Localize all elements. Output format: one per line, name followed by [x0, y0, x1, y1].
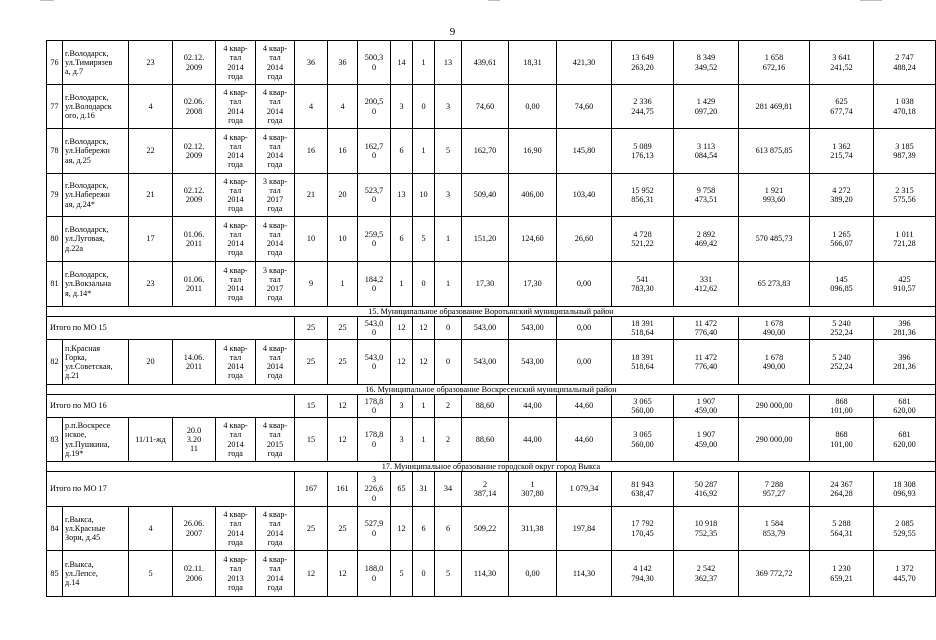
- value-cell-c18: 369 772,72: [739, 551, 810, 597]
- total-value-c16: 18 391 518,64: [612, 317, 674, 340]
- value-cell-c18: 613 875,85: [739, 129, 810, 174]
- value-cell-c18: 281 469,81: [739, 85, 810, 129]
- total-value-c12: 0: [435, 317, 462, 340]
- total-value-c16: 3 065 560,00: [612, 395, 674, 418]
- value-cell-c13: 439,61: [462, 41, 509, 85]
- doc-number-cell: 20: [129, 340, 173, 385]
- table-row: [47, 262, 936, 307]
- total-value-c12: 34: [435, 472, 462, 507]
- row-number: 82: [47, 340, 63, 385]
- total-value-c9: 543,0 0: [358, 317, 391, 340]
- doc-number-cell: 17: [129, 217, 173, 262]
- value-cell-c17: 1 907 459,00: [674, 418, 739, 462]
- total-row: [47, 317, 936, 340]
- value-cell-c7: 12: [295, 551, 328, 597]
- total-value-c15: 44,60: [557, 395, 612, 418]
- value-cell-c12: 5: [435, 129, 462, 174]
- value-cell-c18: 1 584 853,79: [739, 507, 810, 551]
- total-value-c10: 3: [391, 395, 413, 418]
- value-cell-c15: 145,80: [557, 129, 612, 174]
- row-number: 78: [47, 129, 63, 174]
- value-cell-c17: 331 412,62: [674, 262, 739, 307]
- total-value-c17: 1 907 459,00: [674, 395, 739, 418]
- section-heading-row: [47, 307, 936, 317]
- value-cell-c12: 1: [435, 262, 462, 307]
- page-number: 9: [449, 26, 456, 38]
- value-cell-c9: 178,8 0: [358, 418, 391, 462]
- total-value-c7: 167: [295, 472, 328, 507]
- value-cell-c20: 1 038 470,18: [874, 85, 936, 129]
- table-row: [47, 129, 936, 174]
- doc-number-cell: 4: [129, 507, 173, 551]
- value-cell-c8: 20: [328, 174, 358, 217]
- address-cell: г.Володарск, ул.Набережн ая, д.25: [63, 129, 129, 174]
- doc-number-cell: 4: [129, 85, 173, 129]
- section-heading-row: [47, 462, 936, 472]
- value-cell-c16: 17 792 170,45: [612, 507, 674, 551]
- value-cell-c11: 0: [413, 551, 435, 597]
- value-cell-c11: 1: [413, 418, 435, 462]
- value-cell-c14: 311,38: [509, 507, 557, 551]
- value-cell-c17: 8 349 349,52: [674, 41, 739, 85]
- value-cell-c19: 5 240 252,24: [810, 340, 874, 385]
- total-value-c19: 24 367 264,28: [810, 472, 874, 507]
- value-cell-c12: 3: [435, 85, 462, 129]
- plan-end-cell: 3 квар- тал 2017 года: [256, 174, 295, 217]
- value-cell-c20: 1 372 445,70: [874, 551, 936, 597]
- value-cell-c19: 1 265 566,07: [810, 217, 874, 262]
- value-cell-c15: 74,60: [557, 85, 612, 129]
- value-cell-c20: 2 085 529,55: [874, 507, 936, 551]
- value-cell-c14: 16,90: [509, 129, 557, 174]
- total-value-c14: 44,00: [509, 395, 557, 418]
- value-cell-c20: 1 011 721,28: [874, 217, 936, 262]
- value-cell-c10: 12: [391, 340, 413, 385]
- table-row: [47, 217, 936, 262]
- value-cell-c10: 6: [391, 129, 413, 174]
- total-value-c10: 65: [391, 472, 413, 507]
- total-label: Итого по МО 15: [47, 317, 295, 340]
- value-cell-c12: 0: [435, 340, 462, 385]
- value-cell-c13: 17,30: [462, 262, 509, 307]
- total-value-c17: 50 287 416,92: [674, 472, 739, 507]
- value-cell-c11: 6: [413, 507, 435, 551]
- address-cell: р.п.Воскресе нское, ул.Пушкина, д.19*: [63, 418, 129, 462]
- value-cell-c17: 2 892 469,42: [674, 217, 739, 262]
- row-number: 85: [47, 551, 63, 597]
- plan-start-cell: 4 квар- тал 2014 года: [216, 85, 256, 129]
- address-cell: г.Володарск, ул.Тимирязев а, д.7: [63, 41, 129, 85]
- total-value-c8: 25: [328, 317, 358, 340]
- value-cell-c8: 10: [328, 217, 358, 262]
- value-cell-c9: 200,5 0: [358, 85, 391, 129]
- total-value-c16: 81 943 638,47: [612, 472, 674, 507]
- total-value-c17: 11 472 776,40: [674, 317, 739, 340]
- address-cell: г.Выкса, ул.Красные Зори, д.45: [63, 507, 129, 551]
- total-value-c9: 178,8 0: [358, 395, 391, 418]
- value-cell-c13: 543,00: [462, 340, 509, 385]
- value-cell-c9: 162,7 0: [358, 129, 391, 174]
- value-cell-c9: 543,0 0: [358, 340, 391, 385]
- total-value-c20: 18 308 096,93: [874, 472, 936, 507]
- date-cell: 02.06. 2008: [173, 85, 216, 129]
- total-value-c19: 5 240 252,24: [810, 317, 874, 340]
- date-cell: 20.0 3.20 11: [173, 418, 216, 462]
- plan-start-cell: 4 квар- тал 2014 года: [216, 418, 256, 462]
- row-number: 80: [47, 217, 63, 262]
- value-cell-c16: 15 952 856,31: [612, 174, 674, 217]
- value-cell-c14: 0,00: [509, 85, 557, 129]
- value-cell-c10: 14: [391, 41, 413, 85]
- total-value-c18: 1 678 490,00: [739, 317, 810, 340]
- plan-end-cell: 4 квар- тал 2014 года: [256, 217, 295, 262]
- total-value-c11: 1: [413, 395, 435, 418]
- value-cell-c15: 26,60: [557, 217, 612, 262]
- date-cell: 02.12. 2009: [173, 41, 216, 85]
- value-cell-c10: 13: [391, 174, 413, 217]
- plan-start-cell: 4 квар- тал 2014 года: [216, 41, 256, 85]
- total-value-c20: 681 620,00: [874, 395, 936, 418]
- address-cell: г.Володарск, ул.Набережн ая, д.24*: [63, 174, 129, 217]
- value-cell-c17: 11 472 776,40: [674, 340, 739, 385]
- date-cell: 01.06. 2011: [173, 262, 216, 307]
- housing-register-table: [46, 40, 936, 597]
- address-cell: г.Володарск, ул.Вокзальна я, д.14*: [63, 262, 129, 307]
- row-number: 84: [47, 507, 63, 551]
- value-cell-c13: 509,22: [462, 507, 509, 551]
- value-cell-c18: 65 273,83: [739, 262, 810, 307]
- plan-end-cell: 4 квар- тал 2014 года: [256, 41, 295, 85]
- table-row: [47, 41, 936, 85]
- value-cell-c10: 3: [391, 85, 413, 129]
- total-label: Итого по МО 16: [47, 395, 295, 418]
- value-cell-c10: 5: [391, 551, 413, 597]
- value-cell-c7: 9: [295, 262, 328, 307]
- total-value-c12: 2: [435, 395, 462, 418]
- date-cell: 26.06. 2007: [173, 507, 216, 551]
- section-heading: 16. Муниципальное образование Воскресенский муниципальный район: [47, 385, 936, 395]
- value-cell-c12: 3: [435, 174, 462, 217]
- total-value-c13: 2 387,14: [462, 472, 509, 507]
- value-cell-c16: 4 728 521,22: [612, 217, 674, 262]
- value-cell-c8: 1: [328, 262, 358, 307]
- doc-number-cell: 22: [129, 129, 173, 174]
- plan-end-cell: 4 квар- тал 2014 года: [256, 507, 295, 551]
- plan-start-cell: 4 квар- тал 2014 года: [216, 262, 256, 307]
- value-cell-c7: 36: [295, 41, 328, 85]
- value-cell-c19: 625 677,74: [810, 85, 874, 129]
- value-cell-c14: 0,00: [509, 551, 557, 597]
- value-cell-c19: 4 272 389,20: [810, 174, 874, 217]
- value-cell-c17: 9 758 473,51: [674, 174, 739, 217]
- value-cell-c18: 290 000,00: [739, 418, 810, 462]
- value-cell-c18: 1 678 490,00: [739, 340, 810, 385]
- value-cell-c11: 1: [413, 41, 435, 85]
- total-value-c7: 25: [295, 317, 328, 340]
- value-cell-c13: 88,60: [462, 418, 509, 462]
- plan-start-cell: 4 квар- тал 2014 года: [216, 507, 256, 551]
- value-cell-c16: 13 649 263,20: [612, 41, 674, 85]
- value-cell-c16: 18 391 518,64: [612, 340, 674, 385]
- value-cell-c16: 541 783,30: [612, 262, 674, 307]
- plan-end-cell: 4 квар- тал 2014 года: [256, 340, 295, 385]
- plan-start-cell: 4 квар- тал 2014 года: [216, 340, 256, 385]
- value-cell-c14: 44,00: [509, 418, 557, 462]
- value-cell-c11: 1: [413, 129, 435, 174]
- value-cell-c11: 0: [413, 85, 435, 129]
- table-row: [47, 418, 936, 462]
- value-cell-c7: 25: [295, 340, 328, 385]
- value-cell-c15: 0,00: [557, 340, 612, 385]
- row-number: 81: [47, 262, 63, 307]
- table-body: [47, 41, 936, 597]
- table-row: [47, 174, 936, 217]
- doc-number-cell: 23: [129, 41, 173, 85]
- value-cell-c9: 527,9 0: [358, 507, 391, 551]
- row-number: 77: [47, 85, 63, 129]
- value-cell-c12: 13: [435, 41, 462, 85]
- scan-artifact: [488, 0, 500, 1]
- plan-end-cell: 4 квар- тал 2014 года: [256, 85, 295, 129]
- value-cell-c19: 145 096,85: [810, 262, 874, 307]
- date-cell: 02.12. 2009: [173, 174, 216, 217]
- total-value-c15: 1 079,34: [557, 472, 612, 507]
- total-value-c14: 543,00: [509, 317, 557, 340]
- row-number: 79: [47, 174, 63, 217]
- value-cell-c14: 17,30: [509, 262, 557, 307]
- value-cell-c20: 425 910,57: [874, 262, 936, 307]
- table-row: [47, 85, 936, 129]
- value-cell-c16: 5 089 176,13: [612, 129, 674, 174]
- doc-number-cell: 21: [129, 174, 173, 217]
- value-cell-c10: 3: [391, 418, 413, 462]
- total-value-c8: 12: [328, 395, 358, 418]
- value-cell-c17: 3 113 084,54: [674, 129, 739, 174]
- address-cell: г.Володарск, ул.Луговая, д.22а: [63, 217, 129, 262]
- value-cell-c9: 184,2 0: [358, 262, 391, 307]
- total-value-c11: 31: [413, 472, 435, 507]
- address-cell: г.Выкса, ул.Лепсе, д.14: [63, 551, 129, 597]
- value-cell-c17: 10 918 752,35: [674, 507, 739, 551]
- value-cell-c8: 25: [328, 340, 358, 385]
- value-cell-c8: 12: [328, 551, 358, 597]
- value-cell-c7: 21: [295, 174, 328, 217]
- value-cell-c18: 570 485,73: [739, 217, 810, 262]
- value-cell-c12: 1: [435, 217, 462, 262]
- value-cell-c16: 2 336 244,75: [612, 85, 674, 129]
- value-cell-c10: 1: [391, 262, 413, 307]
- value-cell-c20: 681 620,00: [874, 418, 936, 462]
- value-cell-c7: 10: [295, 217, 328, 262]
- value-cell-c14: 124,60: [509, 217, 557, 262]
- value-cell-c8: 25: [328, 507, 358, 551]
- date-cell: 01.06. 2011: [173, 217, 216, 262]
- doc-number-cell: 11/11-жд: [129, 418, 173, 462]
- value-cell-c9: 188,0 0: [358, 551, 391, 597]
- total-value-c14: 1 307,80: [509, 472, 557, 507]
- value-cell-c20: 2 315 575,56: [874, 174, 936, 217]
- table-row: [47, 340, 936, 385]
- value-cell-c15: 197,84: [557, 507, 612, 551]
- value-cell-c7: 4: [295, 85, 328, 129]
- total-row: [47, 472, 936, 507]
- total-value-c10: 12: [391, 317, 413, 340]
- total-value-c9: 3 226,6 0: [358, 472, 391, 507]
- value-cell-c19: 1 230 659,21: [810, 551, 874, 597]
- plan-start-cell: 4 квар- тал 2014 года: [216, 129, 256, 174]
- date-cell: 02.12. 2009: [173, 129, 216, 174]
- total-value-c18: 7 288 957,27: [739, 472, 810, 507]
- value-cell-c13: 162,70: [462, 129, 509, 174]
- value-cell-c11: 12: [413, 340, 435, 385]
- value-cell-c15: 0,00: [557, 262, 612, 307]
- total-value-c7: 15: [295, 395, 328, 418]
- value-cell-c19: 5 288 564,31: [810, 507, 874, 551]
- value-cell-c13: 509,40: [462, 174, 509, 217]
- total-value-c11: 12: [413, 317, 435, 340]
- plan-end-cell: 4 квар- тал 2014 года: [256, 129, 295, 174]
- scan-artifact: [860, 0, 882, 1]
- value-cell-c15: 421,30: [557, 41, 612, 85]
- total-value-c13: 88,60: [462, 395, 509, 418]
- value-cell-c8: 36: [328, 41, 358, 85]
- total-value-c13: 543,00: [462, 317, 509, 340]
- scan-artifact: [40, 0, 54, 1]
- value-cell-c18: 1 658 672,16: [739, 41, 810, 85]
- value-cell-c8: 12: [328, 418, 358, 462]
- plan-end-cell: 3 квар- тал 2017 года: [256, 262, 295, 307]
- date-cell: 14.06. 2011: [173, 340, 216, 385]
- value-cell-c15: 44,60: [557, 418, 612, 462]
- value-cell-c7: 16: [295, 129, 328, 174]
- total-value-c8: 161: [328, 472, 358, 507]
- table-row: [47, 551, 936, 597]
- plan-end-cell: 4 квар- тал 2015 года: [256, 418, 295, 462]
- section-heading: 17. Муниципальное образование городской округ город Выкса: [47, 462, 936, 472]
- value-cell-c17: 1 429 097,20: [674, 85, 739, 129]
- value-cell-c13: 114,30: [462, 551, 509, 597]
- value-cell-c16: 4 142 794,30: [612, 551, 674, 597]
- value-cell-c8: 4: [328, 85, 358, 129]
- value-cell-c8: 16: [328, 129, 358, 174]
- value-cell-c16: 3 065 560,00: [612, 418, 674, 462]
- total-label: Итого по МО 17: [47, 472, 295, 507]
- total-value-c18: 290 000,00: [739, 395, 810, 418]
- address-cell: г.Володарск, ул.Володарск ого, д.16: [63, 85, 129, 129]
- value-cell-c13: 151,20: [462, 217, 509, 262]
- value-cell-c13: 74,60: [462, 85, 509, 129]
- value-cell-c7: 15: [295, 418, 328, 462]
- value-cell-c9: 500,3 0: [358, 41, 391, 85]
- value-cell-c18: 1 921 993,60: [739, 174, 810, 217]
- doc-number-cell: 23: [129, 262, 173, 307]
- value-cell-c19: 3 641 241,52: [810, 41, 874, 85]
- total-value-c15: 0,00: [557, 317, 612, 340]
- date-cell: 02.11. 2006: [173, 551, 216, 597]
- value-cell-c10: 12: [391, 507, 413, 551]
- value-cell-c15: 103,40: [557, 174, 612, 217]
- value-cell-c12: 6: [435, 507, 462, 551]
- row-number: 76: [47, 41, 63, 85]
- value-cell-c12: 5: [435, 551, 462, 597]
- doc-number-cell: 5: [129, 551, 173, 597]
- value-cell-c20: 3 185 987,39: [874, 129, 936, 174]
- section-heading: 15. Муниципальное образование Воротынский муниципальный район: [47, 307, 936, 317]
- plan-start-cell: 4 квар- тал 2014 года: [216, 217, 256, 262]
- row-number: 83: [47, 418, 63, 462]
- value-cell-c19: 1 362 215,74: [810, 129, 874, 174]
- table-row: [47, 507, 936, 551]
- section-heading-row: [47, 385, 936, 395]
- total-value-c20: 396 281,36: [874, 317, 936, 340]
- total-row: [47, 395, 936, 418]
- value-cell-c11: 10: [413, 174, 435, 217]
- value-cell-c9: 259,5 0: [358, 217, 391, 262]
- total-value-c19: 868 101,00: [810, 395, 874, 418]
- plan-start-cell: 4 квар- тал 2014 года: [216, 174, 256, 217]
- value-cell-c9: 523,7 0: [358, 174, 391, 217]
- value-cell-c11: 0: [413, 262, 435, 307]
- value-cell-c17: 2 542 362,37: [674, 551, 739, 597]
- value-cell-c15: 114,30: [557, 551, 612, 597]
- plan-end-cell: 4 квар- тал 2014 года: [256, 551, 295, 597]
- value-cell-c20: 2 747 488,24: [874, 41, 936, 85]
- value-cell-c14: 406,00: [509, 174, 557, 217]
- value-cell-c11: 5: [413, 217, 435, 262]
- value-cell-c10: 6: [391, 217, 413, 262]
- address-cell: п.Красная Горка, ул.Советская, д.21: [63, 340, 129, 385]
- value-cell-c12: 2: [435, 418, 462, 462]
- value-cell-c20: 396 281,36: [874, 340, 936, 385]
- plan-start-cell: 4 квар- тал 2013 года: [216, 551, 256, 597]
- value-cell-c14: 543,00: [509, 340, 557, 385]
- value-cell-c7: 25: [295, 507, 328, 551]
- value-cell-c14: 18,31: [509, 41, 557, 85]
- value-cell-c19: 868 101,00: [810, 418, 874, 462]
